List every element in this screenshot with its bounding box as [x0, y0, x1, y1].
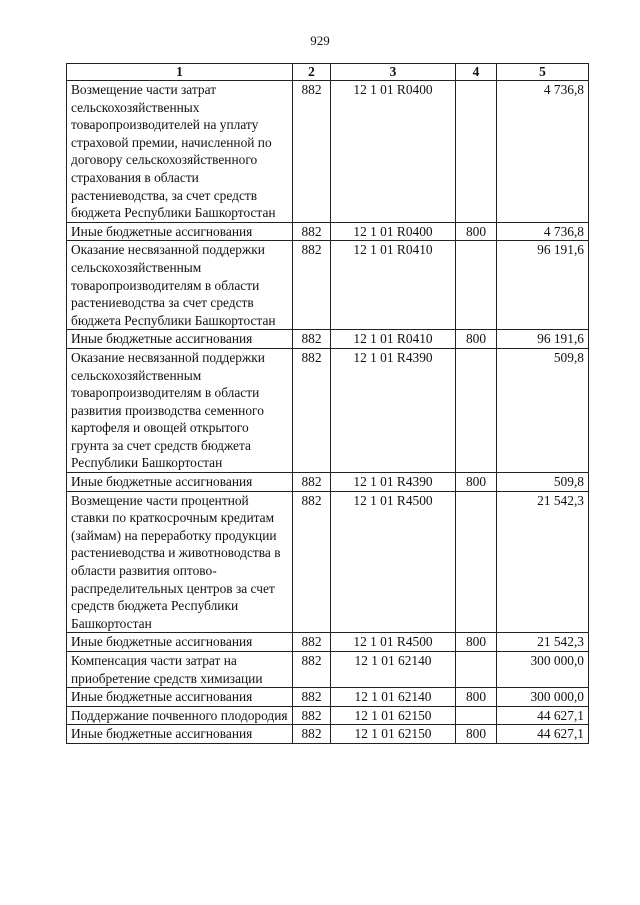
budget-table: [66, 63, 589, 744]
row-name: Иные бюджетные ассигнования: [67, 725, 293, 744]
row-amount: 21 542,3: [497, 491, 589, 633]
row-target-code: 12 1 01 R4500: [331, 491, 456, 633]
row-expense-type: 800: [456, 725, 497, 744]
row-expense-type: [456, 81, 497, 223]
row-amount: 44 627,1: [497, 725, 589, 744]
header-col-2: 2: [293, 64, 331, 81]
row-amount: 21 542,3: [497, 633, 589, 652]
row-name: Иные бюджетные ассигнования: [67, 222, 293, 241]
table-header-row: [67, 64, 589, 81]
row-name: Оказание несвязанной поддержки сельскохозяйственным товаропроизводителям в области развития производства семенного картофеля и овощей открытого грунта за счет средств бюджета Республики Башкортостан: [67, 348, 293, 472]
page-number: 929: [310, 33, 330, 48]
table-row: [67, 688, 589, 707]
row-org-code: 882: [293, 725, 331, 744]
table-row: [67, 348, 589, 472]
row-amount: 4 736,8: [497, 222, 589, 241]
row-target-code: 12 1 01 R0410: [331, 330, 456, 349]
row-amount: 4 736,8: [497, 81, 589, 223]
row-org-code: 882: [293, 330, 331, 349]
row-amount: 96 191,6: [497, 330, 589, 349]
row-org-code: 882: [293, 706, 331, 725]
row-expense-type: 800: [456, 330, 497, 349]
header-col-1: 1: [67, 64, 293, 81]
row-org-code: 882: [293, 652, 331, 688]
table-row: [67, 473, 589, 492]
row-amount: 509,8: [497, 348, 589, 472]
table-row: [67, 633, 589, 652]
row-expense-type: [456, 652, 497, 688]
row-expense-type: 800: [456, 473, 497, 492]
row-amount: 509,8: [497, 473, 589, 492]
row-amount: 44 627,1: [497, 706, 589, 725]
table-row: [67, 330, 589, 349]
row-name: Возмещение части затрат сельскохозяйственных товаропроизводителей на уплату страховой премии, начисленной по договору сельскохозяйственного страхования в области растениеводства, за счет средств бюджета Республики Башкортостан: [67, 81, 293, 223]
row-org-code: 882: [293, 348, 331, 472]
table-row: [67, 725, 589, 744]
row-target-code: 12 1 01 R0400: [331, 81, 456, 223]
row-expense-type: 800: [456, 633, 497, 652]
row-target-code: 12 1 01 R4390: [331, 348, 456, 472]
header-col-3: 3: [331, 64, 456, 81]
row-amount: 300 000,0: [497, 688, 589, 707]
row-name: Иные бюджетные ассигнования: [67, 633, 293, 652]
row-target-code: 12 1 01 62150: [331, 725, 456, 744]
row-target-code: 12 1 01 R4500: [331, 633, 456, 652]
table-row: [67, 652, 589, 688]
row-target-code: 12 1 01 62140: [331, 688, 456, 707]
row-name: Поддержание почвенного плодородия: [67, 706, 293, 725]
row-org-code: 882: [293, 473, 331, 492]
header-col-5: 5: [497, 64, 589, 81]
row-org-code: 882: [293, 81, 331, 223]
header-col-4: 4: [456, 64, 497, 81]
row-org-code: 882: [293, 688, 331, 707]
row-name: Компенсация части затрат на приобретение средств химизации: [67, 652, 293, 688]
row-expense-type: 800: [456, 222, 497, 241]
row-name: Возмещение части процентной ставки по краткосрочным кредитам (займам) на переработку продукции растениеводства и животноводства в области развития оптово-распределительных центров за счет средств бюджета Республики Башкортостан: [67, 491, 293, 633]
row-org-code: 882: [293, 222, 331, 241]
table-row: [67, 491, 589, 633]
table-row: [67, 222, 589, 241]
row-name: Иные бюджетные ассигнования: [67, 688, 293, 707]
table-row: [67, 81, 589, 223]
row-expense-type: [456, 491, 497, 633]
row-target-code: 12 1 01 62140: [331, 652, 456, 688]
row-amount: 300 000,0: [497, 652, 589, 688]
row-org-code: 882: [293, 241, 331, 330]
row-target-code: 12 1 01 R0400: [331, 222, 456, 241]
row-org-code: 882: [293, 491, 331, 633]
table-row: [67, 241, 589, 330]
row-name: Оказание несвязанной поддержки сельскохозяйственным товаропроизводителям в области растениеводства за счет средств бюджета Республики Башкортостан: [67, 241, 293, 330]
table-row: [67, 706, 589, 725]
row-expense-type: [456, 706, 497, 725]
row-amount: 96 191,6: [497, 241, 589, 330]
row-org-code: 882: [293, 633, 331, 652]
row-name: Иные бюджетные ассигнования: [67, 473, 293, 492]
row-expense-type: 800: [456, 688, 497, 707]
row-expense-type: [456, 348, 497, 472]
row-target-code: 12 1 01 R0410: [331, 241, 456, 330]
row-expense-type: [456, 241, 497, 330]
row-target-code: 12 1 01 62150: [331, 706, 456, 725]
row-name: Иные бюджетные ассигнования: [67, 330, 293, 349]
row-target-code: 12 1 01 R4390: [331, 473, 456, 492]
